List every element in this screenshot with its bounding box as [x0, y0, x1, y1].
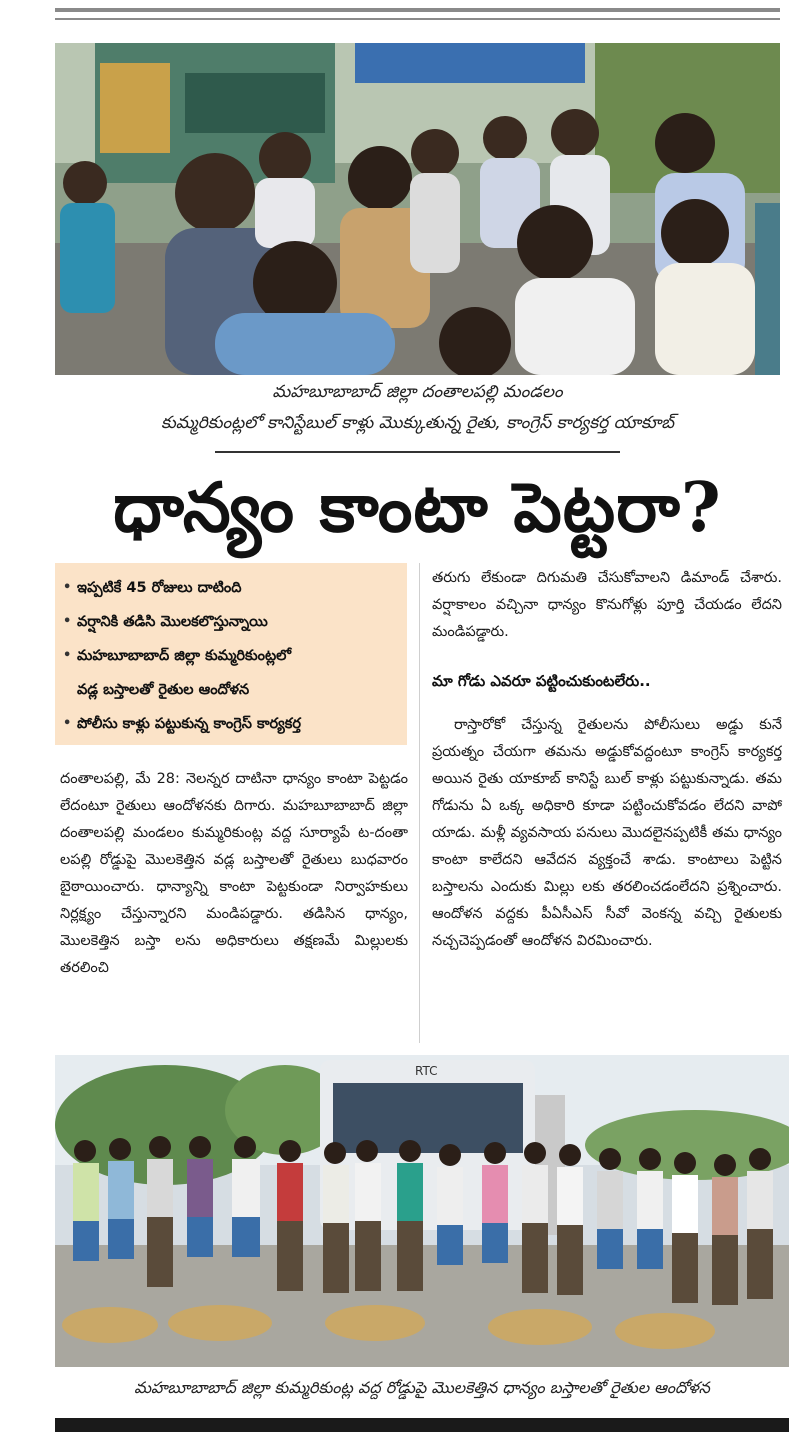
- bullet-dot-icon: •: [63, 580, 72, 595]
- highlight-item: • వర్షానికి తడిసి మొలకలొస్తున్నాయి: [63, 605, 401, 639]
- article-left-column: దంతాలపల్లి, మే 28: నెలన్నర దాటినా ధాన్యం కాంటా పెట్టడం లేదంటూ రైతులు ఆందోళనకు దిగారు. మహబూబాబాద్ జిల్లా దంతాలపల్లి మండలం కుమ్మరికుంట్ల వద్ద సూర్యాపే ట-దంతా లపల్లి రోడ్డుపై మొలకెత్తిన వడ్ల బస్తాలతో రైతులు బుధవారం బైఠాయించారు. ధాన్యాన్ని కాంటా పెట్టకుండా నిర్వాహకులు నిర్లక్ష్యం చేస్తున్నారని మండిపడ్డారు. తడిసిన ధాన్యం, మొలకెత్తిన బస్తా లను అధికారులు తక్షణమే మిల్లులకు తరలించి: [60, 771, 408, 976]
- highlight-item: • ఇప్పటికే 45 రోజులు దాటింది: [63, 571, 401, 605]
- highlights-box: [55, 563, 407, 745]
- bottom-bar: [55, 1418, 789, 1432]
- farmers-police-photo: [55, 43, 780, 375]
- photo1-caption-line1: మహబూబాబాద్ జిల్లా దంతాలపల్లి మండలం: [272, 382, 563, 402]
- bullet-dot-icon: •: [63, 716, 72, 731]
- caption-divider: [215, 451, 620, 453]
- article-right-column-intro: తరుగు లేకుండా దిగుమతి చేసుకోవాలని డిమాండ్ చేశారు. వర్షాకాలం వచ్చినా ధాన్యం కొనుగోళ్లు పూర్తి చేయడం లేదని మండిపడ్డారు.: [432, 570, 782, 640]
- photo2-caption: మహబూబాబాద్ జిల్లా కుమ్మరికుంట్ల వద్ద రోడ్డుపై మొలకెత్తిన ధాన్యం బస్తాలతో రైతుల ఆందోళన: [134, 1378, 710, 1397]
- bus-label: RTC: [415, 1064, 438, 1078]
- article-subheading: మా గోడు ఎవరూ పట్టించుకుంటలేరు..: [432, 672, 651, 690]
- highlight-item: • మహబూబాబాద్ జిల్లా కుమ్మరికుంట్లలో: [63, 639, 401, 673]
- bullet-dot-icon: •: [63, 614, 72, 629]
- farmers-protest-photo: [55, 1055, 789, 1367]
- photo1-caption-line2: కుమ్మరికుంట్లలో కానిస్టేబుల్ కాళ్లు మొక్కుతున్న రైతు, కాంగ్రెస్ కార్యకర్త యాకూబ్: [160, 413, 675, 433]
- highlight-item-continuation: వడ్ల బస్తాలతో రైతుల ఆందోళన: [77, 682, 250, 698]
- top-rule: [55, 8, 780, 20]
- bullet-dot-icon: •: [63, 648, 72, 663]
- column-divider: [419, 563, 420, 1043]
- article-right-column-body: రాస్తారోకో చేస్తున్న రైతులను పోలీసులు అడ్డు కునే ప్రయత్నం చేయగా తమను అడ్డుకోవద్దంటూ కాంగ్రెస్ కార్యకర్త అయిన రైతు యాకూబ్ కానిస్టే బుల్ కాళ్లు పట్టుకున్నాడు. తమ గోడును ఏ ఒక్క అధికారి కూడా పట్టించుకోవడం లేదని వాపో యాడు. మళ్లీ వ్యవసాయ పనులు మొదలైనప్పటికీ తమ ధాన్యం కాంటా కాలేదని ఆవేదన వ్యక్తంచే శాడు. కాంటాలు పెట్టిన బస్తాలను ఎందుకు మిల్లు లకు తరలించడంలేదని ప్రశ్నించారు. ఆందోళన వద్దకు పీఏసీఎస్ సీవో వెంకన్న వచ్చి రైతులకు నచ్చచెప్పడంతో ఆందోళన విరమించారు.: [432, 717, 782, 949]
- headline: ధాన్యం కాంటా పెట్టరా?: [113, 468, 722, 548]
- highlight-item: • పోలీసు కాళ్లు పట్టుకున్న కాంగ్రెస్ కార్యకర్త: [63, 707, 401, 741]
